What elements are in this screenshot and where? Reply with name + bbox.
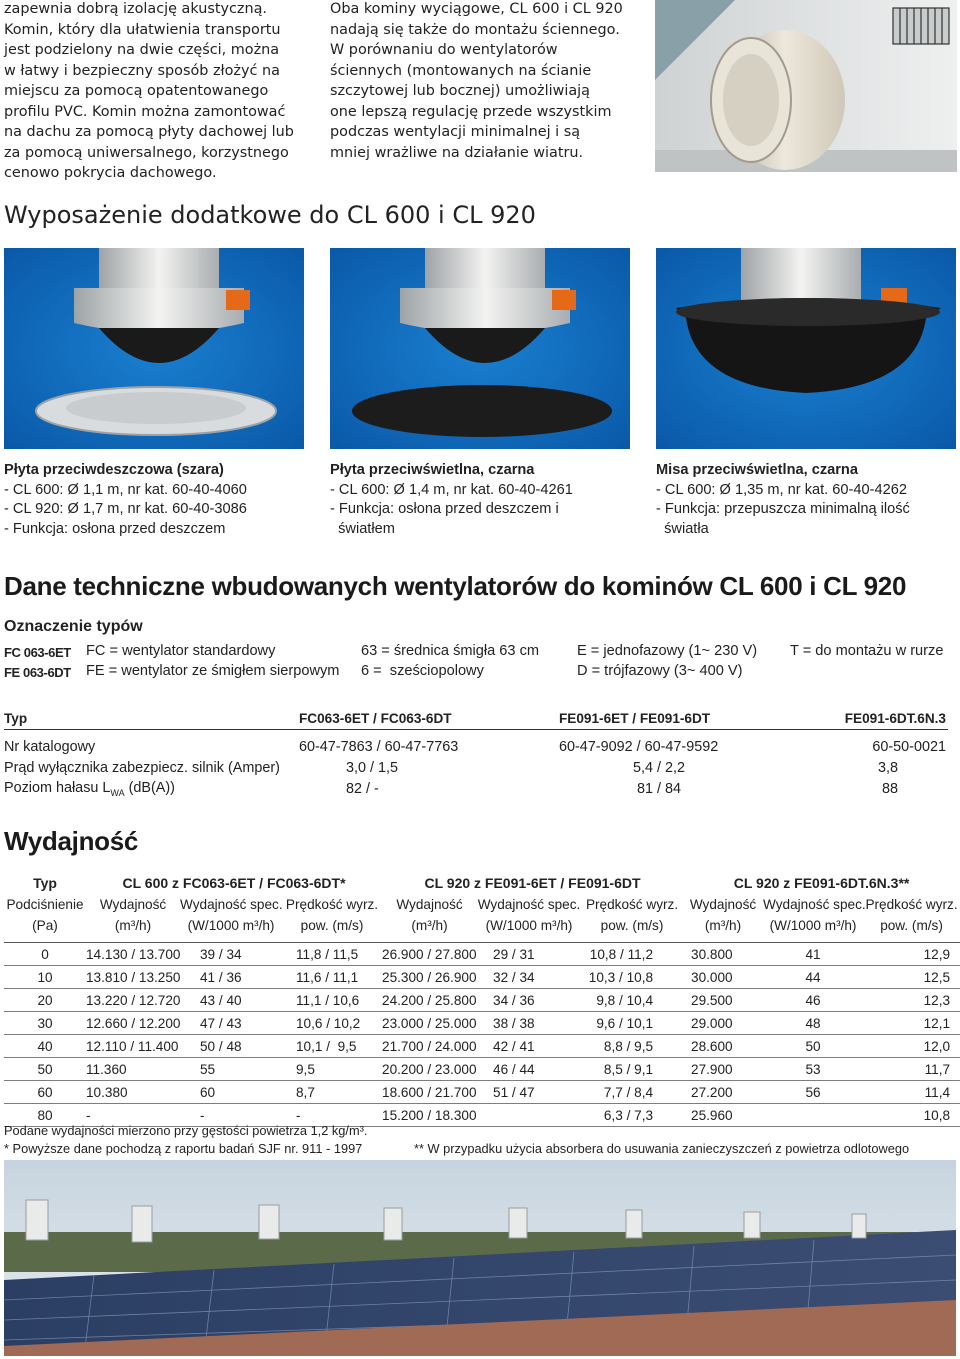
performance-row bbox=[4, 966, 960, 989]
performance-cell: 38 / 38 bbox=[477, 1012, 581, 1035]
performance-cell: 50 bbox=[4, 1058, 86, 1081]
noise-label-text: Poziom hałasu L bbox=[4, 779, 111, 796]
type-desc: 63 = średnica śmigła 63 cm bbox=[361, 643, 540, 659]
performance-row bbox=[4, 943, 960, 966]
performance-cell: 7,7 / 8,4 bbox=[581, 1081, 683, 1104]
group-header-row bbox=[4, 872, 960, 894]
type-desc: FE = wentylator ze śmigłem sierpowym bbox=[86, 663, 340, 679]
performance-cell: 32 / 34 bbox=[477, 966, 581, 989]
performance-cell: 8,5 / 9,1 bbox=[581, 1058, 683, 1081]
performance-cell: 56 bbox=[763, 1081, 863, 1104]
performance-cell: 21.700 / 24.000 bbox=[382, 1035, 477, 1058]
sub-header-cell: (Pa) bbox=[32, 918, 58, 933]
performance-cell: 12,3 bbox=[863, 989, 960, 1012]
sub-header-row bbox=[4, 915, 960, 936]
performance-cell: 12.660 / 12.200 bbox=[86, 1012, 180, 1035]
intro-left-text: zapewnia dobrą izolację akustyczną. Komin, który dla ułatwienia transportu jest podzielony na dwie części, można w łatwy i bezpieczny sposób złożyć na miejscu za pomocą opatentowanego profilu PVC. Komin można zamontować na dachu za pomocą płyty dachowej lub za pomocą uniwersalnego, korzystnego cenowo pokrycia dachowego. bbox=[4, 1, 294, 181]
performance-cell: 11.360 bbox=[86, 1058, 180, 1081]
sub-header-cell: pow. (m/s) bbox=[600, 918, 664, 933]
accessories-title: Wyposażenie dodatkowe do CL 600 i CL 920 bbox=[4, 201, 536, 229]
performance-cell: 14.130 / 13.700 bbox=[86, 943, 180, 966]
performance-cell: 30.000 bbox=[683, 966, 763, 989]
performance-cell: 41 bbox=[763, 943, 863, 966]
sub-header-cell: pow. (m/s) bbox=[300, 918, 364, 933]
performance-cell: 28.600 bbox=[683, 1035, 763, 1058]
sub-header-cell: Wydajność bbox=[396, 897, 463, 912]
group-header: CL 600 z FC063-6ET / FC063-6DT* bbox=[122, 875, 346, 891]
accessory-line: - Funkcja: osłona przed deszczem bbox=[4, 520, 226, 537]
sub-header-cell: Podciśnienie bbox=[6, 897, 84, 912]
spec-value: 60-47-7863 / 60-47-7763 bbox=[299, 738, 459, 755]
performance-cell: 55 bbox=[180, 1058, 282, 1081]
performance-cell: 15.200 / 18.300 bbox=[382, 1104, 477, 1127]
performance-cell: 11,4 bbox=[863, 1081, 960, 1104]
type-desc: D = trójfazowy (3~ 400 V) bbox=[577, 663, 743, 679]
wall-chimney-photo bbox=[655, 0, 957, 172]
accessory-line: światłem bbox=[330, 520, 395, 537]
performance-cell: 50 / 48 bbox=[180, 1035, 282, 1058]
performance-cell: 34 / 36 bbox=[477, 989, 581, 1012]
type-row bbox=[4, 643, 960, 663]
performance-cell: 30 bbox=[4, 1012, 86, 1035]
type-legend bbox=[4, 643, 960, 687]
group-header: CL 920 z FE091-6ET / FE091-6DT bbox=[424, 875, 641, 891]
sub-header-cell: (m³/h) bbox=[411, 918, 448, 933]
sub-header-cell: Prędkość wyrz. bbox=[585, 897, 679, 912]
roof-solar-photo bbox=[4, 1160, 956, 1356]
performance-cell bbox=[763, 1104, 863, 1127]
performance-cell: 11,8 / 11,5 bbox=[282, 943, 382, 966]
spec-table bbox=[4, 707, 948, 799]
intro-middle-text: Oba kominy wyciągowe, CL 600 i CL 920 nadają się także do montażu ściennego. W porównaniu do wentylatorów ściennych (montowanych na ścianie szczytowej lub bocznej) umożliwiają one lepszą regulację przede wszystkim podczas wentylacji minimalnej i są mniej wrażliwe na działanie wiatru. bbox=[330, 1, 623, 161]
note-density: Podane wydajności mierzono przy gęstości powietrza 1,2 kg/m³. bbox=[4, 1123, 368, 1138]
accessory-heading: Misa przeciwświetlna, czarna bbox=[656, 462, 858, 478]
performance-row bbox=[4, 1035, 960, 1058]
accessory-heading: Płyta przeciwświetlna, czarna bbox=[330, 462, 535, 478]
type-row bbox=[4, 663, 960, 683]
performance-cell: 51 / 47 bbox=[477, 1081, 581, 1104]
performance-cell: 23.000 / 25.000 bbox=[382, 1012, 477, 1035]
performance-cell: 39 / 34 bbox=[180, 943, 282, 966]
sub-header-cell: (m³/h) bbox=[704, 918, 742, 933]
accessory-line: - CL 600: Ø 1,4 m, nr kat. 60-40-4261 bbox=[330, 481, 573, 498]
performance-cell bbox=[477, 1104, 581, 1127]
spec-row bbox=[4, 736, 948, 757]
performance-table bbox=[4, 872, 960, 1127]
type-desc: FC = wentylator standardowy bbox=[86, 643, 276, 659]
performance-cell: 10.380 bbox=[86, 1081, 180, 1104]
performance-cell: 9,8 / 10,4 bbox=[581, 989, 683, 1012]
performance-cell: 60 bbox=[180, 1081, 282, 1104]
performance-cell: 80 bbox=[4, 1104, 86, 1127]
performance-cell: 10 bbox=[4, 966, 86, 989]
performance-row bbox=[4, 1081, 960, 1104]
spec-value: 82 / - bbox=[346, 780, 379, 797]
rain-plate-photo bbox=[4, 248, 304, 449]
performance-cell: 9,6 / 10,1 bbox=[581, 1012, 683, 1035]
performance-cell: 29 / 31 bbox=[477, 943, 581, 966]
performance-row bbox=[4, 1058, 960, 1081]
performance-cell: 47 / 43 bbox=[180, 1012, 282, 1035]
accessory-line: - CL 600: Ø 1,1 m, nr kat. 60-40-4060 bbox=[4, 481, 247, 498]
performance-cell: 24.200 / 25.800 bbox=[382, 989, 477, 1012]
performance-cell: 25.960 bbox=[683, 1104, 763, 1127]
spec-header-cell: Typ bbox=[4, 707, 299, 730]
performance-cell: 20 bbox=[4, 989, 86, 1012]
type-desc: 6 = sześciopolowy bbox=[361, 663, 484, 679]
performance-cell: 40 bbox=[4, 1035, 86, 1058]
spec-header-cell: FE091-6DT.6N.3 bbox=[789, 707, 948, 730]
sub-header-cell: Wydajność spec. bbox=[180, 897, 283, 912]
sub-header-cell: pow. (m/s) bbox=[880, 918, 943, 933]
performance-cell: - bbox=[86, 1104, 180, 1127]
performance-cell: 46 / 44 bbox=[477, 1058, 581, 1081]
accessory-line: - Funkcja: osłona przed deszczem i bbox=[330, 501, 559, 517]
spec-value: 5,4 / 2,2 bbox=[632, 759, 685, 776]
performance-cell: 6,3 / 7,3 bbox=[581, 1104, 683, 1127]
accessory-light-plate bbox=[330, 461, 645, 539]
performance-row bbox=[4, 1012, 960, 1035]
performance-cell: 10,8 / 11,2 bbox=[581, 943, 683, 966]
performance-cell: 11,6 / 11,1 bbox=[282, 966, 382, 989]
performance-cell: 13.220 / 12.720 bbox=[86, 989, 180, 1012]
sub-header-cell: (W/1000 m³/h) bbox=[769, 918, 857, 933]
accessory-line: - Funkcja: przepuszcza minimalną ilość bbox=[656, 501, 910, 517]
spec-label: Nr katalogowy bbox=[4, 738, 96, 755]
spec-value: 88 bbox=[881, 780, 898, 797]
noise-label-unit: (dB(A)) bbox=[124, 779, 175, 796]
noise-label-sub: WA bbox=[110, 787, 125, 798]
performance-cell: 18.600 / 21.700 bbox=[382, 1081, 477, 1104]
noise-label bbox=[4, 778, 299, 799]
spec-row bbox=[4, 757, 948, 778]
note-source: * Powyższe dane pochodzą z raportu badań SJF nr. 911 - 1997 bbox=[4, 1141, 363, 1156]
sub-header-cell: (W/1000 m³/h) bbox=[187, 918, 275, 933]
tech-title: Dane techniczne wbudowanych wentylatorów do kominów CL 600 i CL 920 bbox=[4, 571, 907, 601]
performance-cell: 0 bbox=[4, 943, 86, 966]
performance-cell: 29.000 bbox=[683, 1012, 763, 1035]
spec-value: 3,8 bbox=[877, 759, 898, 776]
performance-cell: 12.110 / 11.400 bbox=[86, 1035, 180, 1058]
performance-cell: 41 / 36 bbox=[180, 966, 282, 989]
sub-header-row bbox=[4, 894, 960, 915]
performance-cell: 9,5 bbox=[282, 1058, 382, 1081]
accessory-line: światła bbox=[656, 520, 709, 537]
sub-header-cell: (W/1000 m³/h) bbox=[485, 918, 573, 933]
sub-header-cell: (m³/h) bbox=[114, 918, 152, 933]
performance-cell: 12,0 bbox=[863, 1035, 960, 1058]
type-desc: T = do montażu w rurze bbox=[790, 643, 944, 659]
performance-cell: 48 bbox=[763, 1012, 863, 1035]
performance-cell: 8,8 / 9,5 bbox=[581, 1035, 683, 1058]
accessory-light-bowl bbox=[656, 461, 956, 539]
performance-cell: 20.200 / 23.000 bbox=[382, 1058, 477, 1081]
performance-cell: 13.810 / 13.250 bbox=[86, 966, 180, 989]
types-heading: Oznaczenie typów bbox=[4, 618, 143, 635]
performance-cell: 50 bbox=[763, 1035, 863, 1058]
sub-header-cell: Wydajność bbox=[689, 897, 757, 912]
type-code: FE 063-6DT bbox=[4, 665, 71, 680]
type-code: FC 063-6ET bbox=[4, 645, 71, 660]
note-absorber: ** W przypadku użycia absorbera do usuwania zanieczyszczeń z powietrza odlotowego bbox=[414, 1141, 910, 1156]
sub-header-cell: Wydajność spec. bbox=[477, 897, 581, 912]
performance-cell: 26.900 / 27.800 bbox=[382, 943, 477, 966]
spec-row bbox=[4, 778, 948, 799]
accessory-rain-plate bbox=[4, 461, 319, 539]
performance-cell: 44 bbox=[763, 966, 863, 989]
performance-cell: 29.500 bbox=[683, 989, 763, 1012]
spec-header-cell: FE091-6ET / FE091-6DT bbox=[529, 707, 789, 730]
performance-cell: 46 bbox=[763, 989, 863, 1012]
spec-value: 60-47-9092 / 60-47-9592 bbox=[559, 738, 719, 755]
spec-label: Prąd wyłącznika zabezpiecz. silnik (Amper) bbox=[4, 759, 280, 776]
performance-title: Wydajność bbox=[4, 826, 139, 856]
performance-cell: - bbox=[180, 1104, 282, 1127]
performance-cell: 27.900 bbox=[683, 1058, 763, 1081]
performance-cell: 11,1 / 10,6 bbox=[282, 989, 382, 1012]
spec-value: 60-50-0021 bbox=[872, 738, 946, 755]
performance-cell: - bbox=[282, 1104, 382, 1127]
sub-header-cell: Wydajność spec. bbox=[763, 897, 866, 912]
performance-cell: 12,5 bbox=[863, 966, 960, 989]
spec-header-row bbox=[4, 707, 948, 730]
spec-value: 3,0 / 1,5 bbox=[346, 759, 399, 776]
type-desc: E = jednofazowy (1~ 230 V) bbox=[577, 643, 758, 659]
performance-cell: 12,1 bbox=[863, 1012, 960, 1035]
performance-cell: 25.300 / 26.900 bbox=[382, 966, 477, 989]
col-typ: Typ bbox=[33, 875, 57, 891]
performance-cell: 10,3 / 10,8 bbox=[581, 966, 683, 989]
performance-cell: 53 bbox=[763, 1058, 863, 1081]
performance-cell: 30.800 bbox=[683, 943, 763, 966]
performance-cell: 11,7 bbox=[863, 1058, 960, 1081]
performance-cell: 42 / 41 bbox=[477, 1035, 581, 1058]
light-plate-photo bbox=[330, 248, 630, 449]
performance-cell: 8,7 bbox=[282, 1081, 382, 1104]
performance-row bbox=[4, 989, 960, 1012]
performance-cell: 10,1 / 9,5 bbox=[282, 1035, 382, 1058]
performance-cell: 10,8 bbox=[863, 1104, 960, 1127]
spec-header-cell: FC063-6ET / FC063-6DT bbox=[299, 707, 529, 730]
sub-header-cell: Prędkość wyrz. bbox=[285, 897, 379, 912]
performance-cell: 12,9 bbox=[863, 943, 960, 966]
performance-cell: 27.200 bbox=[683, 1081, 763, 1104]
accessory-line: - CL 600: Ø 1,35 m, nr kat. 60-40-4262 bbox=[656, 481, 907, 498]
performance-cell: 43 / 40 bbox=[180, 989, 282, 1012]
light-bowl-photo bbox=[656, 248, 956, 449]
sub-header-cell: Wydajność bbox=[99, 897, 167, 912]
spec-value: 81 / 84 bbox=[636, 780, 681, 797]
sub-header-cell: Prędkość wyrz. bbox=[865, 897, 958, 912]
accessory-heading: Płyta przeciwdeszczowa (szara) bbox=[4, 462, 224, 478]
accessory-line: - CL 920: Ø 1,7 m, nr kat. 60-40-3086 bbox=[4, 501, 247, 517]
performance-cell: 60 bbox=[4, 1081, 86, 1104]
performance-cell: 10,6 / 10,2 bbox=[282, 1012, 382, 1035]
group-header: CL 920 z FE091-6DT.6N.3** bbox=[733, 875, 910, 891]
